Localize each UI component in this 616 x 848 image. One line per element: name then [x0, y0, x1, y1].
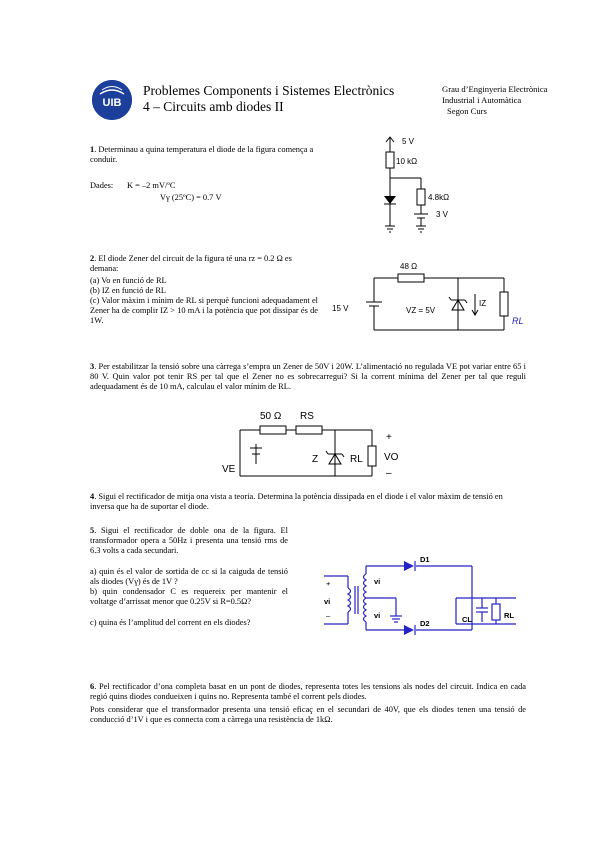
problem-1-number: 1 [90, 145, 95, 154]
problem-3-circuit [220, 404, 420, 484]
problem-1-diode-icon [384, 196, 396, 204]
header-right-line3: Segon Curs [447, 106, 487, 116]
problem-1-vright-label: 3 V [436, 210, 449, 219]
header-right-line1: Grau d’Enginyeria Electrònica [442, 84, 548, 94]
problem-2-statement: . El diode Zener del circuit de la figura té una rz = 0.2 Ω es demana: [90, 254, 292, 274]
header-right-line2: Industrial i Automàtica [442, 95, 522, 105]
problem-5-text [90, 526, 288, 557]
problem-3-z-label: Z [312, 454, 319, 465]
problem-3-number: 3 [90, 362, 95, 371]
problem-6-number: 6 [90, 682, 95, 691]
header-title-line2: 4 – Circuits amb diodes II [143, 99, 284, 114]
problem-2-a: (a) Vo en funció de RL [90, 276, 167, 285]
problem-1-vgamma: Vγ (25ºC) = 0.7 V [160, 193, 222, 202]
problem-5-b: b) quin condensador C es requereix per mantenir el voltatge d’arrissat menor que 0.25V si R=0.5Ω? [90, 587, 288, 607]
problem-3-statement: . Per estabilitzar la tensió sobre una càrrega s’empra un Zener de 50V i 20W. L’alimentació no regulada VE pot variar entre 65 i 80 V. Quin valor pot tenir RS per tal que el Zener no es sobrecarregui? Si la corrent mínima del Zener per tal que reguli adequadament és de 10 mA, calculau el valor mínim de RL. [90, 362, 526, 392]
uib-logo [92, 80, 132, 120]
problem-2-circuit [328, 258, 528, 340]
problem-5-statement: . Sigui el rectificador de doble ona de la figura. El transformador opera a 50Hz i presenta una tensió rms de 6.3 volts a cada secundari. [90, 526, 288, 556]
problem-3-minus: – [386, 468, 392, 479]
problem-5-plus-in: + [326, 579, 331, 588]
problem-4-text [90, 492, 526, 512]
problem-5-c: c) quina és l’amplitud del corrent en els diodes? [90, 618, 251, 627]
problem-5-vi1-label: vi [374, 577, 381, 586]
problem-2-c: (c) Valor màxim i mínim de RL si perquè funcioni adequadament el Zener ha de complir IZ > 10 mA i la potència que pot dissipar és de 1W. [90, 296, 318, 326]
problem-5-diode2-icon [404, 625, 414, 635]
problem-3-rl-label: RL [350, 454, 363, 465]
problem-5-rl-label: RL [504, 611, 514, 620]
problem-2-b: (b) IZ en funció de RL [90, 286, 167, 295]
problem-3-text [90, 362, 526, 393]
problem-3-plus: + [386, 432, 392, 443]
problem-4-statement: . Sigui el rectificador de mitja ona vista a teoria. Determina la potència dissipada en el diode i el valor màxim de tensió en inversa que ha de suportar el diode. [90, 492, 503, 512]
problem-2-r-label: 48 Ω [400, 262, 418, 271]
problem-5-d2-label: D2 [420, 619, 430, 628]
problem-1-statement: . Determinau a quina temperatura el diode de la figura comença a conduir. [90, 145, 314, 165]
problem-2-number: 2 [90, 254, 95, 263]
problem-5-minus-in: – [326, 611, 331, 620]
problem-5-a: a) quin és el valor de sortida de cc si la caiguda de tensió als diodes (Vγ) és de 1V ? [90, 567, 288, 587]
problem-5-circuit [316, 552, 522, 640]
problem-3-r1-label: 50 Ω [260, 411, 282, 422]
problem-2-text [90, 254, 318, 274]
logo-text: UIB [102, 97, 122, 109]
problem-1-vtop-label: 5 V [402, 137, 415, 146]
problem-1-circuit [370, 130, 470, 240]
problem-5-diode1-icon [404, 561, 414, 571]
problem-2-vz-label: VZ = 5V [406, 306, 436, 315]
problem-5-d1-label: D1 [420, 555, 430, 564]
problem-4-number: 4 [90, 492, 95, 501]
problem-3-rs-label: RS [300, 411, 314, 422]
problem-1-rtop-label: 10 kΩ [396, 157, 418, 166]
problem-2-vsrc-label: 15 V [332, 304, 349, 313]
problem-1-k: K = –2 mV/ºC [127, 181, 176, 190]
problem-3-ve-label: VE [222, 464, 236, 475]
header-title-line1: Problemes Components i Sistemes Electrònics [143, 83, 395, 98]
problem-3-vo-label: VO [384, 452, 399, 463]
problem-5-vi2-label: vi [374, 611, 381, 620]
problem-1-dades-label: Dades: [90, 181, 114, 190]
problem-1-text [90, 145, 322, 165]
problem-2-rl-label: RL [512, 316, 524, 326]
problem-5-number: 5 [90, 526, 95, 535]
problem-5-vi-label: vi [324, 597, 331, 606]
problem-6-statement: . Pel rectificador d’ona completa basat en un pont de diodes, representa totes les tensions als nodes del circuit. Indica en cada regió quins diodes condueixen i quins no. Representa també el corrent pels diodes. [90, 682, 526, 702]
problem-5-cl-label: CL [462, 615, 472, 624]
logo-emblem-icon [92, 80, 132, 120]
problem-6-text [90, 682, 526, 702]
problem-1-rright-label: 4.8kΩ [428, 193, 450, 202]
problem-6-text2: Pots considerar que el transformador presenta una tensió eficaç en el secundari de 40V, que els diodes tenen una tensió de conducció d’1V i que es connecta com a càrrega una resistència de 1kΩ. [90, 705, 526, 725]
problem-2-iz-label: IZ [479, 299, 487, 308]
